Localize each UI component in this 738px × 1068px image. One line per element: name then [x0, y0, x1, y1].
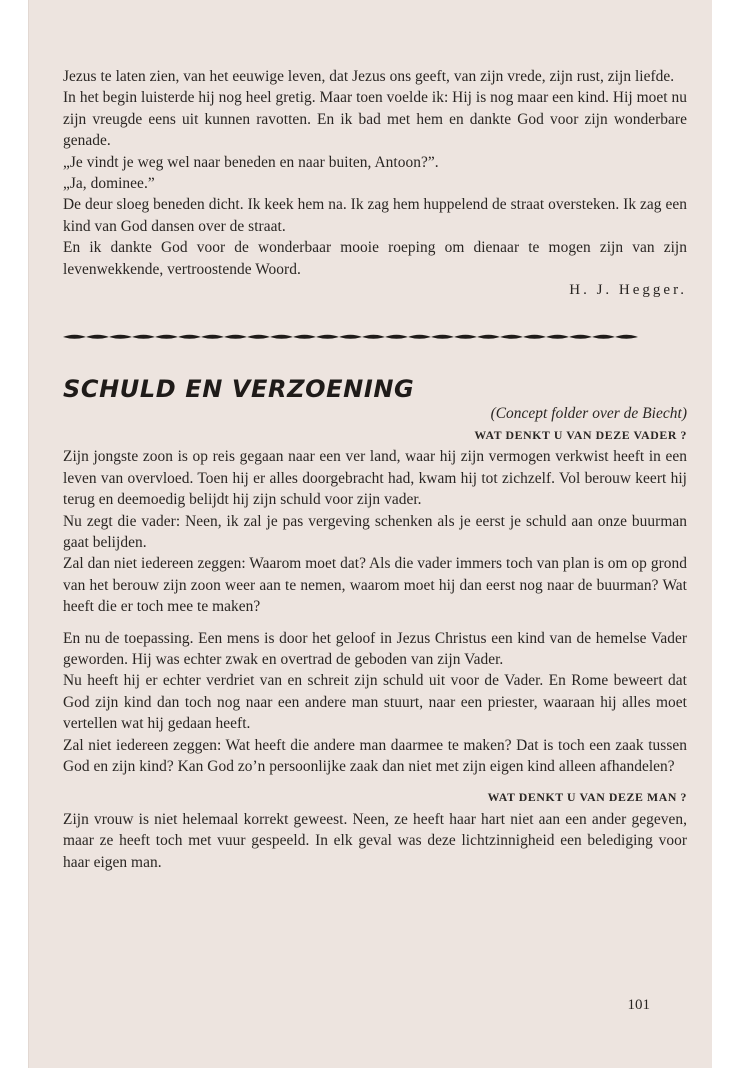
paragraph: Zal dan niet iedereen zeggen: Waarom moet dat? Als die vader immers toch van plan is om op grond van het berouw zijn zoon weer aan te nemen, waarom moet hij dan eerst nog naar de buurman? Wat heeft die er toch mee te maken? [63, 555, 687, 616]
paragraph: Jezus te laten zien, van het eeuwige leven, dat Jezus ons geeft, van zijn vrede, zijn rust, zijn liefde. [63, 68, 675, 85]
ornamental-divider [63, 331, 687, 343]
article-title: SCHULD EN VERZOENING [63, 375, 415, 404]
paragraph: De deur sloeg beneden dicht. Ik keek hem na. Ik zag hem huppelend de straat oversteken. Ik zag een kind van God dansen over de straat. [63, 196, 687, 235]
page-content [63, 66, 687, 873]
paragraph: Nu zegt die vader: Neen, ik zal je pas vergeving schenken als je eerst je schuld aan onze buurman gaat belijden. [63, 512, 687, 551]
paragraph: En nu de toepassing. Een mens is door het geloof in Jezus Christus een kind van de hemelse Vader geworden. Hij was echter zwak en overtrad de geboden van zijn Vader. [63, 629, 687, 668]
divider-ornament [63, 331, 657, 343]
paragraph: En ik dankte God voor de wonderbaar mooie roeping om dienaar te mogen zijn van zijn levenwekkende, vertroostende Woord. [63, 239, 687, 278]
paragraph: Zijn jongste zoon is op reis gegaan naar een ver land, waar hij zijn vermogen verkwist heeft in een leven van overvloed. Toen hij er alles doorgebracht had, kwam hij tot zichzelf. Vol berouw keert hij terug en deemoedig belijdt hij zijn schuld voor zijn vader. [63, 448, 687, 509]
paragraph: In het begin luisterde hij nog heel gretig. Maar toen voelde ik: Hij is nog maar een kind. Hij moet nu zijn vreugde eens uit kunnen ravotten. En ik bad met hem en dankte God voor zijn wonderbare genade. [63, 89, 687, 150]
book-page [28, 0, 712, 1068]
paragraph: „Ja, dominee.” [63, 175, 155, 193]
article-subtitle: (Concept folder over de Biecht) [490, 405, 687, 423]
page-number: 101 [627, 997, 650, 1013]
paragraph: Zal niet iedereen zeggen: Wat heeft die andere man daarmee te maken? Dat is toch een zaak tussen God en zijn kind? Kan God zo’n persoonlijke zaak dan niet met zijn eigen kind alleen afhandelen? [63, 736, 687, 775]
section-heading: WAT DENKT U VAN DEZE VADER ? [474, 427, 687, 442]
paragraph: Zijn vrouw is niet helemaal korrekt geweest. Neen, ze heeft haar hart niet aan een ander gegeven, maar ze heeft toch met vuur gespeeld. In elk geval was deze lichtzinnigheid een belediging voor haar eigen man. [63, 810, 687, 871]
paragraph: Nu heeft hij er echter verdriet van en schreit zijn schuld uit voor de Vader. En Rome beweert dat God zijn kind dan toch nog naar een andere man stuurt, naar een priester, waaraan hij alles moet vertellen wat hij gedaan heeft. [63, 672, 687, 733]
paragraph: „Je vindt je weg wel naar beneden en naar buiten, Antoon?”. [63, 153, 439, 171]
section-heading: WAT DENKT U VAN DEZE MAN ? [487, 790, 687, 805]
author-signature: H. J. Hegger. [569, 282, 687, 299]
